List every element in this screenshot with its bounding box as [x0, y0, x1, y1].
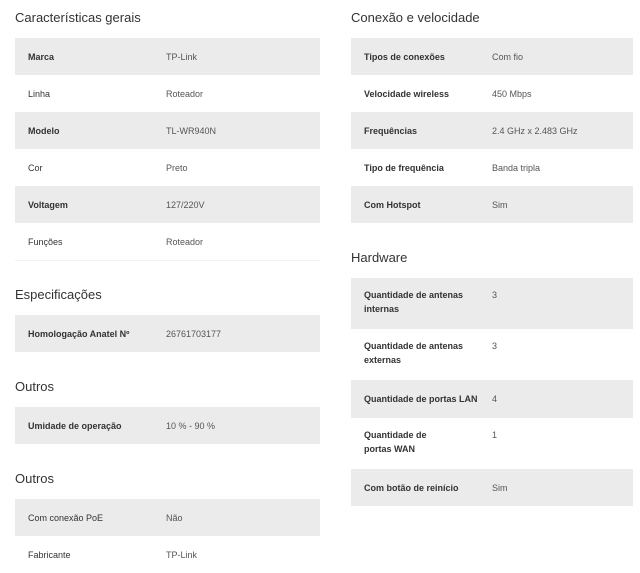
- section-title-especificacoes: Especificações: [15, 287, 102, 302]
- table-row: [351, 38, 633, 75]
- section-title-caracteristicas-gerais: Características gerais: [15, 10, 141, 25]
- row-label: Fabricante: [28, 549, 71, 560]
- row-value: Roteador: [166, 88, 204, 99]
- section-title-outros: Outros: [15, 379, 55, 394]
- table-row: [351, 149, 633, 186]
- table-row: [351, 469, 633, 506]
- spec-table-caracteristicas-gerais: [15, 38, 320, 261]
- row-value: 3: [492, 290, 498, 300]
- row-label: Quantidade de antenas externas: [364, 341, 464, 365]
- table-row: [15, 38, 320, 75]
- section-title-conexao-velocidade: Conexão e velocidade: [351, 10, 480, 25]
- row-label: Velocidade wireless: [364, 88, 450, 99]
- table-row: [15, 75, 320, 112]
- row-value: Preto: [166, 162, 188, 173]
- row-value: 127/220V: [166, 199, 205, 210]
- row-label: Umidade de operação: [28, 420, 122, 431]
- table-row: [15, 315, 320, 352]
- section-title-hardware: Hardware: [351, 250, 408, 265]
- row-label: Com botão de reinício: [364, 482, 459, 493]
- row-value: 10 % - 90 %: [166, 420, 216, 431]
- row-value: 450 Mbps: [492, 88, 532, 99]
- row-label: Quantidade de portas WAN: [364, 430, 427, 454]
- table-row: [15, 186, 320, 223]
- row-value: Sim: [492, 482, 508, 493]
- row-label: Frequências: [364, 125, 418, 136]
- table-row: [351, 278, 633, 329]
- table-row: [351, 329, 633, 380]
- table-row: [351, 75, 633, 112]
- spec-table-outros: [15, 407, 320, 444]
- row-value: Não: [166, 512, 183, 523]
- spec-table-conexao-velocidade: [351, 38, 633, 223]
- row-label: Quantidade de portas LAN: [364, 394, 478, 404]
- row-value: Banda tripla: [492, 162, 541, 173]
- row-label: Quantidade de antenas internas: [364, 290, 464, 314]
- row-label: Modelo: [28, 125, 60, 136]
- row-value: TP-Link: [166, 549, 198, 560]
- row-label: Marca: [28, 51, 55, 62]
- table-row: [15, 149, 320, 186]
- table-row: [351, 186, 633, 223]
- row-label: Cor: [28, 162, 43, 173]
- table-row: [15, 112, 320, 149]
- row-value: 2.4 GHz x 2.483 GHz: [492, 125, 578, 136]
- row-label: Tipos de conexões: [364, 51, 445, 62]
- table-row: [351, 418, 633, 469]
- row-value: TP-Link: [166, 51, 198, 62]
- table-row: [351, 380, 633, 418]
- row-value: 3: [492, 341, 498, 351]
- row-label: Linha: [28, 88, 51, 99]
- row-value: Sim: [492, 199, 508, 210]
- table-row: [15, 499, 320, 536]
- row-label: Com conexão PoE: [28, 512, 104, 523]
- section-title-outros-2: Outros: [15, 471, 55, 486]
- table-row: [15, 536, 320, 573]
- spec-table-hardware: [351, 278, 633, 506]
- spec-table-especificacoes: [15, 315, 320, 352]
- spec-table-outros-2: [15, 499, 320, 573]
- table-row: [351, 112, 633, 149]
- row-value: Com fio: [492, 51, 524, 62]
- row-value: 1: [492, 430, 498, 440]
- row-label: Tipo de frequência: [364, 162, 444, 173]
- row-label: Homologação Anatel Nº: [28, 328, 130, 339]
- row-value: 4: [492, 394, 498, 404]
- row-label: Voltagem: [28, 199, 68, 210]
- row-value: TL-WR940N: [166, 125, 217, 136]
- row-label: Com Hotspot: [364, 199, 421, 210]
- table-row: [15, 223, 320, 260]
- row-label: Funções: [28, 236, 63, 247]
- table-row: [15, 407, 320, 444]
- row-value: Roteador: [166, 236, 204, 247]
- row-value: 26761703177: [166, 328, 222, 339]
